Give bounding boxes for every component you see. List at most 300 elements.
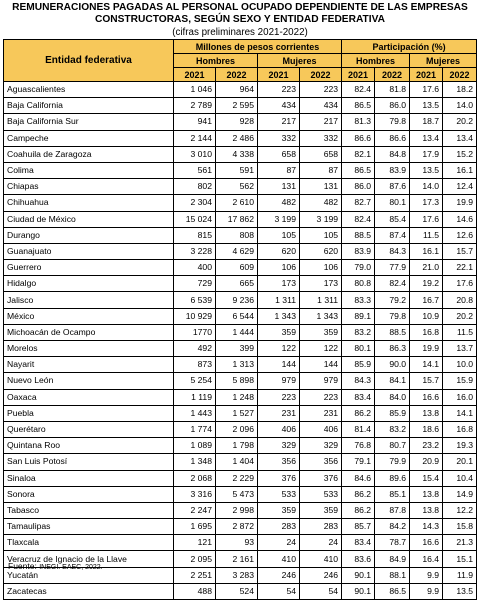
hombres-2022-cell: 2 610 [216, 195, 258, 211]
entity-name-cell: Morelos [4, 341, 174, 357]
part-mujeres-2021-cell: 15.4 [410, 470, 443, 486]
table-row [4, 373, 477, 389]
hombres-2021-cell: 1 046 [174, 82, 216, 98]
part-hombres-2021-cell: 83.4 [342, 389, 375, 405]
part-hombres-2022-cell: 80.1 [375, 195, 410, 211]
entity-name-cell: Durango [4, 227, 174, 243]
table-row [4, 276, 477, 292]
hombres-2022-cell: 1 248 [216, 389, 258, 405]
hombres-2021-cell: 561 [174, 162, 216, 178]
part-hombres-2021-cell: 83.4 [342, 535, 375, 551]
title-line-2: CONSTRUCTORAS, SEGÚN SEXO Y ENTIDAD FEDERATIVA [95, 13, 385, 25]
part-hombres-2022-cell: 84.8 [375, 146, 410, 162]
part-hombres-2021-cell: 88.5 [342, 227, 375, 243]
part-mujeres-2022-cell: 14.9 [443, 486, 477, 502]
hombres-2021-cell: 2 095 [174, 551, 216, 567]
hombres-2022-cell: 4 629 [216, 243, 258, 259]
mujeres-2021-cell: 106 [258, 260, 300, 276]
hombres-2022-cell: 1 313 [216, 357, 258, 373]
hombres-2021-cell: 815 [174, 227, 216, 243]
mujeres-2022-cell: 54 [300, 583, 342, 599]
part-hombres-2022-cell: 82.4 [375, 276, 410, 292]
part-mujeres-2021-cell: 16.4 [410, 551, 443, 567]
part-mujeres-2021-cell: 10.9 [410, 308, 443, 324]
hombres-2021-cell: 1 119 [174, 389, 216, 405]
mujeres-2022-cell: 122 [300, 341, 342, 357]
part-mujeres-2021-cell: 14.1 [410, 357, 443, 373]
entity-name-cell: Nayarit [4, 357, 174, 373]
mujeres-2022-cell: 979 [300, 373, 342, 389]
table-row [4, 227, 477, 243]
mujeres-2022-cell: 223 [300, 389, 342, 405]
hombres-2021-cell: 3 316 [174, 486, 216, 502]
mujeres-2021-cell: 406 [258, 421, 300, 437]
part-mujeres-2021-cell: 16.1 [410, 243, 443, 259]
mujeres-2022-cell: 1 343 [300, 308, 342, 324]
table-title [0, 2, 480, 25]
mujeres-2022-cell: 283 [300, 519, 342, 535]
entity-name-cell: Campeche [4, 130, 174, 146]
hombres-2022-cell: 399 [216, 341, 258, 357]
mujeres-2021-cell: 658 [258, 146, 300, 162]
mujeres-2022-cell: 105 [300, 227, 342, 243]
part-mujeres-2021-cell: 23.2 [410, 438, 443, 454]
part-hombres-2021-cell: 86.6 [342, 130, 375, 146]
mujeres-2021-cell: 359 [258, 324, 300, 340]
mujeres-2021-cell: 223 [258, 389, 300, 405]
mujeres-2021-cell: 87 [258, 162, 300, 178]
mujeres-2021-cell: 231 [258, 405, 300, 421]
table-row [4, 341, 477, 357]
mujeres-2021-cell: 3 199 [258, 211, 300, 227]
entity-name-cell: Hidalgo [4, 276, 174, 292]
part-hombres-2022-cell: 87.4 [375, 227, 410, 243]
part-mujeres-2022-cell: 20.2 [443, 308, 477, 324]
part-mujeres-2022-cell: 12.6 [443, 227, 477, 243]
table-row [4, 98, 477, 114]
part-hombres-2021-cell: 86.2 [342, 405, 375, 421]
year-header: 2021 [258, 68, 300, 82]
table-row [4, 519, 477, 535]
table-row [4, 405, 477, 421]
part-mujeres-2022-cell: 14.0 [443, 98, 477, 114]
part-hombres-2022-cell: 79.8 [375, 114, 410, 130]
mujeres-2022-cell: 173 [300, 276, 342, 292]
part-mujeres-2022-cell: 20.8 [443, 292, 477, 308]
hombres-2021-cell: 488 [174, 583, 216, 599]
part-mujeres-2021-cell: 16.7 [410, 292, 443, 308]
part-mujeres-2021-cell: 13.8 [410, 405, 443, 421]
hombres-2021-cell: 2 304 [174, 195, 216, 211]
part-hombres-2022-cell: 86.3 [375, 341, 410, 357]
mujeres-2021-cell: 105 [258, 227, 300, 243]
entity-name-cell: Querétaro [4, 421, 174, 437]
mujeres-2022-cell: 3 199 [300, 211, 342, 227]
part-hombres-2021-cell: 83.3 [342, 292, 375, 308]
hombres-2022-cell: 5 473 [216, 486, 258, 502]
part-mujeres-2021-cell: 19.9 [410, 341, 443, 357]
mujeres-2022-cell: 332 [300, 130, 342, 146]
entity-name-cell: Puebla [4, 405, 174, 421]
part-mujeres-2021-cell: 17.9 [410, 146, 443, 162]
hombres-2022-cell: 2 595 [216, 98, 258, 114]
part-hombres-2021-cell: 81.3 [342, 114, 375, 130]
part-mujeres-2022-cell: 14.1 [443, 405, 477, 421]
hombres-2021-cell: 3 010 [174, 146, 216, 162]
part-mujeres-2022-cell: 15.7 [443, 243, 477, 259]
table-row [4, 179, 477, 195]
hombres-2022-cell: 9 236 [216, 292, 258, 308]
part-mujeres-2021-cell: 16.6 [410, 389, 443, 405]
mujeres-2021-cell: 979 [258, 373, 300, 389]
millones-hombres-header: Hombres [174, 54, 258, 68]
part-mujeres-2021-cell: 17.3 [410, 195, 443, 211]
mujeres-2021-cell: 223 [258, 82, 300, 98]
part-hombres-2021-cell: 76.8 [342, 438, 375, 454]
hombres-2022-cell: 3 283 [216, 567, 258, 583]
mujeres-2022-cell: 131 [300, 179, 342, 195]
table-row [4, 130, 477, 146]
title-line-1: REMUNERACIONES PAGADAS AL PERSONAL OCUPADO DEPENDIENTE DE LAS EMPRESAS [12, 2, 468, 13]
part-mujeres-2021-cell: 21.0 [410, 260, 443, 276]
mujeres-2021-cell: 329 [258, 438, 300, 454]
mujeres-2021-cell: 246 [258, 567, 300, 583]
entity-name-cell: Chiapas [4, 179, 174, 195]
hombres-2022-cell: 591 [216, 162, 258, 178]
mujeres-2021-cell: 144 [258, 357, 300, 373]
part-hombres-2022-cell: 81.8 [375, 82, 410, 98]
mujeres-2022-cell: 87 [300, 162, 342, 178]
part-hombres-2022-cell: 84.9 [375, 551, 410, 567]
entity-name-cell: Colima [4, 162, 174, 178]
table-row [4, 308, 477, 324]
table-row [4, 583, 477, 599]
table-subtitle: (cifras preliminares 2021-2022) [172, 27, 308, 38]
part-hombres-2022-cell: 84.0 [375, 389, 410, 405]
mujeres-2022-cell: 359 [300, 324, 342, 340]
part-hombres-2021-cell: 82.7 [342, 195, 375, 211]
part-mujeres-2022-cell: 10.4 [443, 470, 477, 486]
part-mujeres-2022-cell: 13.7 [443, 341, 477, 357]
mujeres-2022-cell: 106 [300, 260, 342, 276]
hombres-2022-cell: 524 [216, 583, 258, 599]
hombres-2022-cell: 964 [216, 82, 258, 98]
hombres-2021-cell: 10 929 [174, 308, 216, 324]
mujeres-2021-cell: 131 [258, 179, 300, 195]
table-row [4, 324, 477, 340]
mujeres-2022-cell: 658 [300, 146, 342, 162]
table-row [4, 389, 477, 405]
part-mujeres-2021-cell: 13.5 [410, 162, 443, 178]
part-mujeres-2021-cell: 9.9 [410, 567, 443, 583]
hombres-2021-cell: 6 539 [174, 292, 216, 308]
data-table [3, 39, 477, 600]
hombres-2021-cell: 1770 [174, 324, 216, 340]
year-header: 2022 [375, 68, 410, 82]
part-mujeres-2022-cell: 16.1 [443, 162, 477, 178]
hombres-2022-cell: 2 229 [216, 470, 258, 486]
mujeres-2021-cell: 332 [258, 130, 300, 146]
hombres-2022-cell: 2 161 [216, 551, 258, 567]
hombres-2022-cell: 5 898 [216, 373, 258, 389]
year-header: 2022 [216, 68, 258, 82]
mujeres-2021-cell: 359 [258, 502, 300, 518]
entity-name-cell: Oaxaca [4, 389, 174, 405]
part-mujeres-2022-cell: 20.2 [443, 114, 477, 130]
part-hombres-2021-cell: 79.0 [342, 260, 375, 276]
part-hombres-2022-cell: 79.2 [375, 292, 410, 308]
part-mujeres-2022-cell: 19.3 [443, 438, 477, 454]
part-hombres-2022-cell: 79.9 [375, 454, 410, 470]
hombres-2022-cell: 1 444 [216, 324, 258, 340]
part-mujeres-2021-cell: 16.6 [410, 535, 443, 551]
part-mujeres-2022-cell: 13.4 [443, 130, 477, 146]
part-hombres-2021-cell: 84.6 [342, 470, 375, 486]
hombres-2021-cell: 1 089 [174, 438, 216, 454]
part-mujeres-2021-cell: 17.6 [410, 211, 443, 227]
mujeres-2022-cell: 144 [300, 357, 342, 373]
participacion-header: Participación (%) [342, 40, 477, 54]
hombres-2022-cell: 2 872 [216, 519, 258, 535]
part-mujeres-2022-cell: 22.1 [443, 260, 477, 276]
hombres-2021-cell: 873 [174, 357, 216, 373]
mujeres-2021-cell: 533 [258, 486, 300, 502]
mujeres-2022-cell: 406 [300, 421, 342, 437]
table-row [4, 243, 477, 259]
hombres-2021-cell: 2 247 [174, 502, 216, 518]
mujeres-2021-cell: 620 [258, 243, 300, 259]
part-hombres-2021-cell: 90.1 [342, 583, 375, 599]
entity-name-cell: Coahuila de Zaragoza [4, 146, 174, 162]
millones-header: Millones de pesos corrientes [174, 40, 342, 54]
table-row [4, 357, 477, 373]
mujeres-2021-cell: 434 [258, 98, 300, 114]
mujeres-2021-cell: 283 [258, 519, 300, 535]
year-header: 2021 [410, 68, 443, 82]
part-hombres-2022-cell: 83.2 [375, 421, 410, 437]
hombres-2022-cell: 562 [216, 179, 258, 195]
mujeres-2021-cell: 54 [258, 583, 300, 599]
part-mujeres-2021-cell: 9.9 [410, 583, 443, 599]
part-hombres-2022-cell: 86.6 [375, 130, 410, 146]
part-hombres-2022-cell: 84.3 [375, 243, 410, 259]
part-hombres-2021-cell: 85.9 [342, 357, 375, 373]
mujeres-2021-cell: 217 [258, 114, 300, 130]
hombres-2021-cell: 2 068 [174, 470, 216, 486]
part-hombres-2022-cell: 85.9 [375, 405, 410, 421]
hombres-2022-cell: 928 [216, 114, 258, 130]
part-hombres-2022-cell: 77.9 [375, 260, 410, 276]
part-mujeres-2022-cell: 15.8 [443, 519, 477, 535]
hombres-2021-cell: 941 [174, 114, 216, 130]
part-mujeres-2022-cell: 12.4 [443, 179, 477, 195]
part-hombres-2021-cell: 83.9 [342, 243, 375, 259]
part-mujeres-2022-cell: 16.0 [443, 389, 477, 405]
mujeres-2022-cell: 359 [300, 502, 342, 518]
mujeres-2022-cell: 329 [300, 438, 342, 454]
part-mujeres-2022-cell: 20.1 [443, 454, 477, 470]
part-mujeres-2021-cell: 13.8 [410, 502, 443, 518]
part-hombres-2022-cell: 84.1 [375, 373, 410, 389]
mujeres-2021-cell: 410 [258, 551, 300, 567]
part-hombres-2021-cell: 89.1 [342, 308, 375, 324]
hombres-2022-cell: 2 998 [216, 502, 258, 518]
mujeres-2022-cell: 231 [300, 405, 342, 421]
table-row [4, 438, 477, 454]
mujeres-2022-cell: 223 [300, 82, 342, 98]
entity-name-cell: México [4, 308, 174, 324]
mujeres-2022-cell: 246 [300, 567, 342, 583]
mujeres-2022-cell: 482 [300, 195, 342, 211]
part-hombres-2021-cell: 80.1 [342, 341, 375, 357]
part-hombres-2021-cell: 86.2 [342, 486, 375, 502]
part-hombres-2022-cell: 88.5 [375, 324, 410, 340]
part-mujeres-2021-cell: 20.9 [410, 454, 443, 470]
year-header: 2022 [300, 68, 342, 82]
entity-name-cell: Quintana Roo [4, 438, 174, 454]
mujeres-2021-cell: 482 [258, 195, 300, 211]
part-hombres-2022-cell: 89.6 [375, 470, 410, 486]
hombres-2022-cell: 665 [216, 276, 258, 292]
hombres-2021-cell: 1 774 [174, 421, 216, 437]
part-hombres-2021-cell: 79.1 [342, 454, 375, 470]
hombres-2022-cell: 17 862 [216, 211, 258, 227]
hombres-2021-cell: 15 024 [174, 211, 216, 227]
part-mujeres-2022-cell: 11.5 [443, 324, 477, 340]
entity-name-cell: Nuevo León [4, 373, 174, 389]
mujeres-2021-cell: 376 [258, 470, 300, 486]
part-mujeres-2021-cell: 18.7 [410, 114, 443, 130]
part-hombres-2021-cell: 86.5 [342, 98, 375, 114]
part-mujeres-2022-cell: 15.1 [443, 551, 477, 567]
hombres-2021-cell: 729 [174, 276, 216, 292]
part-hombres-2021-cell: 82.4 [342, 82, 375, 98]
part-mujeres-2021-cell: 17.6 [410, 82, 443, 98]
part-hombres-2022-cell: 79.8 [375, 308, 410, 324]
part-hombres-2022-cell: 87.8 [375, 502, 410, 518]
year-header: 2021 [342, 68, 375, 82]
mujeres-2021-cell: 173 [258, 276, 300, 292]
entity-name-cell: Sinaloa [4, 470, 174, 486]
table-row [4, 535, 477, 551]
hombres-2021-cell: 2 144 [174, 130, 216, 146]
part-mujeres-2022-cell: 14.6 [443, 211, 477, 227]
part-hombres-2021-cell: 90.1 [342, 567, 375, 583]
entity-name-cell: Chihuahua [4, 195, 174, 211]
table-row [4, 82, 477, 98]
hombres-2021-cell: 1 443 [174, 405, 216, 421]
entity-name-cell: Ciudad de México [4, 211, 174, 227]
mujeres-2021-cell: 356 [258, 454, 300, 470]
participacion-mujeres-header: Mujeres [410, 54, 477, 68]
part-mujeres-2021-cell: 14.0 [410, 179, 443, 195]
part-mujeres-2021-cell: 18.6 [410, 421, 443, 437]
hombres-2022-cell: 609 [216, 260, 258, 276]
hombres-2022-cell: 2 096 [216, 421, 258, 437]
table-row [4, 486, 477, 502]
table-body [4, 82, 477, 600]
part-hombres-2022-cell: 90.0 [375, 357, 410, 373]
table-row [4, 162, 477, 178]
hombres-2022-cell: 2 486 [216, 130, 258, 146]
mujeres-2022-cell: 24 [300, 535, 342, 551]
part-mujeres-2022-cell: 19.9 [443, 195, 477, 211]
entity-name-cell: Baja California Sur [4, 114, 174, 130]
part-mujeres-2021-cell: 13.5 [410, 98, 443, 114]
mujeres-2021-cell: 24 [258, 535, 300, 551]
part-hombres-2022-cell: 88.1 [375, 567, 410, 583]
entity-name-cell: Tamaulipas [4, 519, 174, 535]
year-header: 2022 [443, 68, 477, 82]
part-mujeres-2022-cell: 12.2 [443, 502, 477, 518]
hombres-2022-cell: 6 544 [216, 308, 258, 324]
part-mujeres-2021-cell: 11.5 [410, 227, 443, 243]
entity-name-cell: Aguascalientes [4, 82, 174, 98]
part-mujeres-2021-cell: 14.3 [410, 519, 443, 535]
table-row [4, 114, 477, 130]
table-row [4, 502, 477, 518]
part-hombres-2021-cell: 82.1 [342, 146, 375, 162]
part-mujeres-2022-cell: 17.6 [443, 276, 477, 292]
part-mujeres-2021-cell: 15.7 [410, 373, 443, 389]
mujeres-2022-cell: 620 [300, 243, 342, 259]
table-row [4, 454, 477, 470]
entity-name-cell: Guerrero [4, 260, 174, 276]
entity-name-cell: Veracruz de Ignacio de la Llave [4, 551, 174, 567]
entity-name-cell: Sonora [4, 486, 174, 502]
part-mujeres-2022-cell: 18.2 [443, 82, 477, 98]
part-mujeres-2022-cell: 16.8 [443, 421, 477, 437]
mujeres-2022-cell: 410 [300, 551, 342, 567]
part-mujeres-2022-cell: 15.2 [443, 146, 477, 162]
part-hombres-2021-cell: 81.4 [342, 421, 375, 437]
part-hombres-2021-cell: 82.4 [342, 211, 375, 227]
source-note [8, 561, 103, 573]
table-row [4, 195, 477, 211]
part-mujeres-2021-cell: 19.2 [410, 276, 443, 292]
mujeres-2022-cell: 356 [300, 454, 342, 470]
table-row [4, 421, 477, 437]
year-header: 2021 [174, 68, 216, 82]
part-mujeres-2022-cell: 11.9 [443, 567, 477, 583]
part-hombres-2022-cell: 78.7 [375, 535, 410, 551]
part-hombres-2022-cell: 86.0 [375, 98, 410, 114]
mujeres-2021-cell: 122 [258, 341, 300, 357]
part-hombres-2022-cell: 84.2 [375, 519, 410, 535]
hombres-2021-cell: 400 [174, 260, 216, 276]
part-mujeres-2022-cell: 10.0 [443, 357, 477, 373]
hombres-2021-cell: 1 348 [174, 454, 216, 470]
hombres-2021-cell: 802 [174, 179, 216, 195]
source-text: INEGI. EAEC, 2022. [39, 564, 103, 571]
part-hombres-2021-cell: 80.8 [342, 276, 375, 292]
millones-mujeres-header: Mujeres [258, 54, 342, 68]
part-mujeres-2021-cell: 13.4 [410, 130, 443, 146]
table-row [4, 211, 477, 227]
hombres-2021-cell: 3 228 [174, 243, 216, 259]
mujeres-2022-cell: 434 [300, 98, 342, 114]
part-hombres-2022-cell: 87.6 [375, 179, 410, 195]
source-label: Fuente: [8, 561, 37, 571]
hombres-2022-cell: 808 [216, 227, 258, 243]
hombres-2021-cell: 121 [174, 535, 216, 551]
hombres-2021-cell: 5 254 [174, 373, 216, 389]
entity-name-cell: Zacatecas [4, 583, 174, 599]
table-row [4, 260, 477, 276]
part-mujeres-2021-cell: 16.8 [410, 324, 443, 340]
entity-header: Entidad federativa [4, 40, 174, 82]
hombres-2021-cell: 2 251 [174, 567, 216, 583]
